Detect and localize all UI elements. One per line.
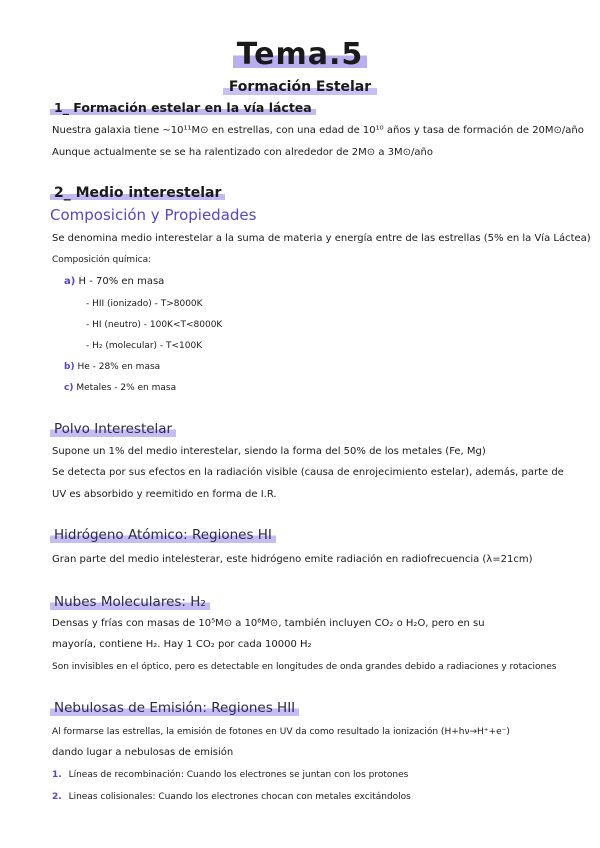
hii-heading: Nebulosas de Emisión: Regiones HII — [50, 700, 299, 717]
composition-subitem-hi: - HI (neutro) - 100K<T<8000K — [86, 320, 223, 330]
dust-line-2: Se detecta por sus efectos en la radiación visible (causa de enrojecimiento estelar), además, parte de — [52, 467, 564, 478]
hii-item-2 — [52, 790, 411, 804]
item-text: Metales - 2% en masa — [76, 383, 177, 393]
composition-subitem-hii: - HII (ionizado) - T>8000K — [86, 299, 203, 309]
item-text: He - 28% en masa — [77, 362, 161, 372]
dust-line-3: UV es absorbido y reemitido en forma de I.R. — [52, 489, 277, 500]
item-number: 1. — [52, 770, 62, 780]
section-1-line-1: Nuestra galaxia tiene ~10¹¹M⊙ en estrellas, con una edad de 10¹⁰ años y tasa de formación de 20M⊙/año — [52, 125, 584, 136]
section-1-line-2: Aunque actualmente se se ha ralentizado con alrededor de 2M⊙ a 3M⊙/año — [52, 147, 433, 158]
composition-subitem-h2: - H₂ (molecular) - T<100K — [86, 341, 203, 351]
hii-item-1 — [52, 768, 408, 782]
subtitle-block — [0, 76, 600, 96]
hi-line-1: Gran parte del medio intelesterar, este hidrógeno emite radiación en radiofrecuencia (λ=21cm) — [52, 554, 533, 565]
dust-heading: Polvo Interestelar — [50, 421, 176, 438]
molecular-heading: Nubes Moleculares: H₂ — [50, 594, 210, 611]
composition-label: Composición química: — [52, 255, 152, 265]
title-block — [0, 38, 600, 72]
composition-item-c — [64, 381, 176, 395]
item-text: Líneas de recombinación: Cuando los electrones se juntan con los protones — [68, 770, 409, 780]
molecular-line-3: Son invisibles en el óptico, pero es detectable en longitudes de onda grandes debido a radiaciones y rotaciones — [52, 662, 557, 672]
item-text: Lineas colisionales: Cuando los electrones chocan con metales excitándolos — [68, 792, 411, 802]
page-subtitle: Formación Estelar — [223, 78, 377, 96]
section-2-heading: 2_ Medio interestelar — [50, 185, 225, 201]
molecular-line-1: Densas y frías con masas de 10⁵M⊙ a 10⁶M⊙, también incluyen CO₂ o H₂O, pero en su — [52, 618, 485, 629]
item-number: 2. — [52, 792, 62, 802]
section-1-heading: 1_ Formación estelar en la vía láctea — [50, 100, 316, 116]
hi-heading: Hidrógeno Atómico: Regiones HI — [50, 527, 276, 544]
hii-line-2: dando lugar a nebulosas de emisión — [52, 747, 234, 758]
page-title: Tema.5 — [233, 38, 368, 72]
molecular-line-2: mayoría, contiene H₂. Hay 1 CO₂ por cada 10000 H₂ — [52, 639, 312, 650]
hii-line-1: Al formarse las estrellas, la emisión de fotones en UV da como resultado la ionización (H+hν→H⁺+e⁻) — [52, 727, 510, 737]
composition-intro: Se denomina medio interestelar a la suma de materia y energía entre de las estrellas (5% en la Vía Láctea) — [52, 233, 591, 244]
composition-item-a — [64, 275, 164, 289]
item-marker: b) — [64, 362, 75, 372]
item-marker: a) — [64, 276, 76, 287]
dust-line-1: Supone un 1% del medio interestelar, siendo la forma del 50% de los metales (Fe, Mg) — [52, 446, 486, 457]
item-marker: c) — [64, 383, 74, 393]
composition-item-b — [64, 360, 160, 374]
item-text: H - 70% en masa — [78, 276, 165, 287]
composition-heading: Composición y Propiedades — [50, 206, 257, 224]
